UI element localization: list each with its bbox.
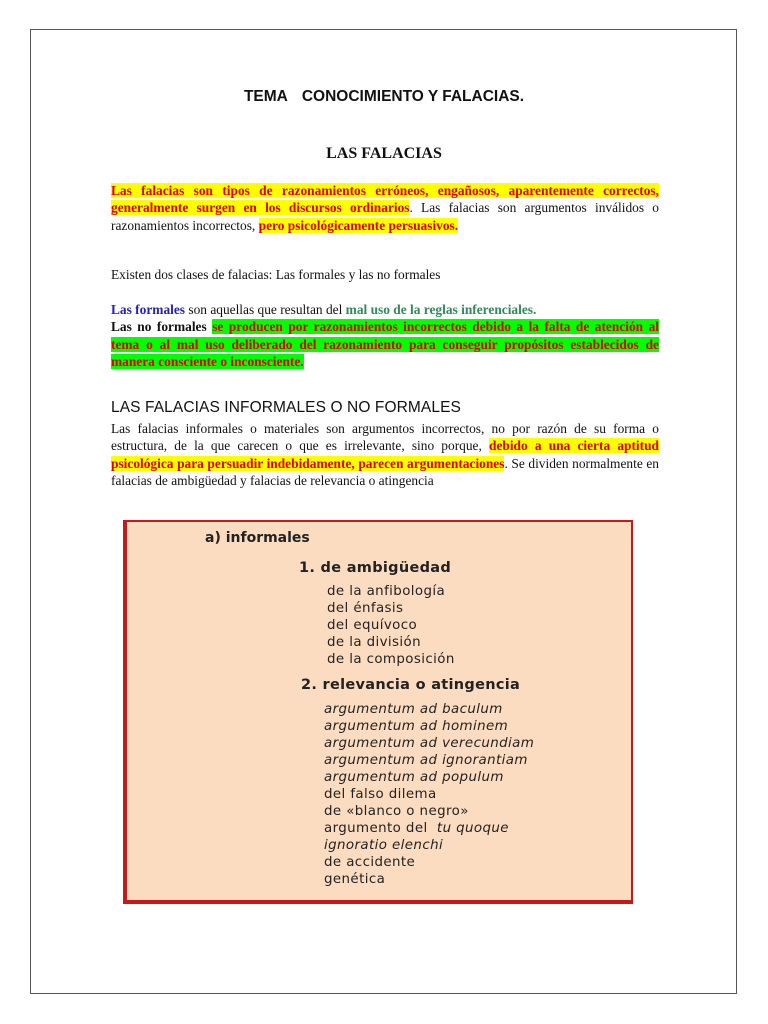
latin-item: argumentum ad populum bbox=[324, 770, 504, 785]
formales-label: Las formales bbox=[111, 302, 186, 317]
tema-label: TEMA bbox=[243, 88, 288, 105]
section-subtitle: LAS FALACIAS bbox=[326, 145, 442, 162]
classes-paragraph: Existen dos clases de falacias: Las formales y las no formales bbox=[111, 267, 441, 282]
ambiguedad-item: de la división bbox=[327, 635, 422, 650]
section-relevancia: 2. relevancia o atingencia bbox=[301, 677, 521, 693]
diagram-heading: a) informales bbox=[205, 530, 310, 546]
section-ambiguedad: 1. de ambigüedad bbox=[299, 560, 452, 576]
definition-highlight-2: pero psicológicamente persuasivos. bbox=[258, 217, 459, 233]
latin-item: argumentum ad hominem bbox=[324, 719, 509, 734]
relevancia-item: de «blanco o negro» bbox=[324, 804, 469, 819]
ambiguedad-item: de la anfibología bbox=[327, 584, 446, 599]
relevancia-item: genética bbox=[324, 872, 386, 887]
latin-item: argumentum ad verecundiam bbox=[324, 736, 535, 751]
tu-quoque-italic: tu quoque bbox=[436, 821, 509, 836]
latin-item: argumentum ad baculum bbox=[324, 702, 503, 717]
latin-item: argumentum ad ignorantiam bbox=[324, 753, 528, 768]
ignoratio-item: ignoratio elenchi bbox=[324, 838, 444, 853]
ambiguedad-item: del énfasis bbox=[327, 601, 404, 616]
ambiguedad-item: del equívoco bbox=[327, 618, 418, 633]
section-heading: LAS FALACIAS INFORMALES O NO FORMALES bbox=[111, 399, 461, 416]
relevancia-item: del falso dilema bbox=[324, 787, 437, 802]
tu-quoque-prefix: argumento del bbox=[324, 821, 428, 836]
ambiguedad-item: de la composición bbox=[327, 652, 455, 667]
no-formales-highlight: se producen por razonamientos incorrectos debido a la falta de atención al tema o al mal uso deliberado del razonamiento para conseguir propósitos establecidos de manera consciente o inconsciente. bbox=[111, 319, 660, 370]
informales-highlight: debido a una cierta aptitud psicológica para persuadir indebidamente, parecen argumentaciones bbox=[111, 438, 659, 471]
definition-paragraph bbox=[111, 182, 659, 234]
document-title bbox=[0, 88, 768, 106]
formales-text: son aquellas que resultan del bbox=[185, 302, 346, 317]
definition-highlight: Las falacias son tipos de razonamientos erróneos, engañosos, aparentemente correctos, generalmente surgen en los discursos ordinarios bbox=[111, 183, 659, 216]
relevancia-item: de accidente bbox=[324, 855, 416, 870]
informales-text-2: . Se dividen normalmente en falacias de ambigüedad y falacias de relevancia o atingencia bbox=[111, 455, 659, 489]
title-text: CONOCIMIENTO Y FALACIAS. bbox=[301, 88, 525, 105]
types-paragraph bbox=[111, 301, 659, 371]
no-formales-label: Las no formales bbox=[111, 319, 207, 335]
fallacy-diagram bbox=[123, 520, 633, 904]
formales-green: mal uso de la reglas inferenciales. bbox=[345, 302, 537, 317]
informales-text-1: Las falacias informales o materiales son argumentos incorrectos, no por razón de su forma o estructura, de la que carecen o que es irrelevante, sino porque, bbox=[111, 421, 659, 454]
informales-paragraph bbox=[111, 420, 659, 490]
definition-text: . Las falacias son argumentos inválidos o razonamientos incorrectos, bbox=[111, 200, 659, 233]
tu-quoque-item bbox=[324, 821, 509, 836]
